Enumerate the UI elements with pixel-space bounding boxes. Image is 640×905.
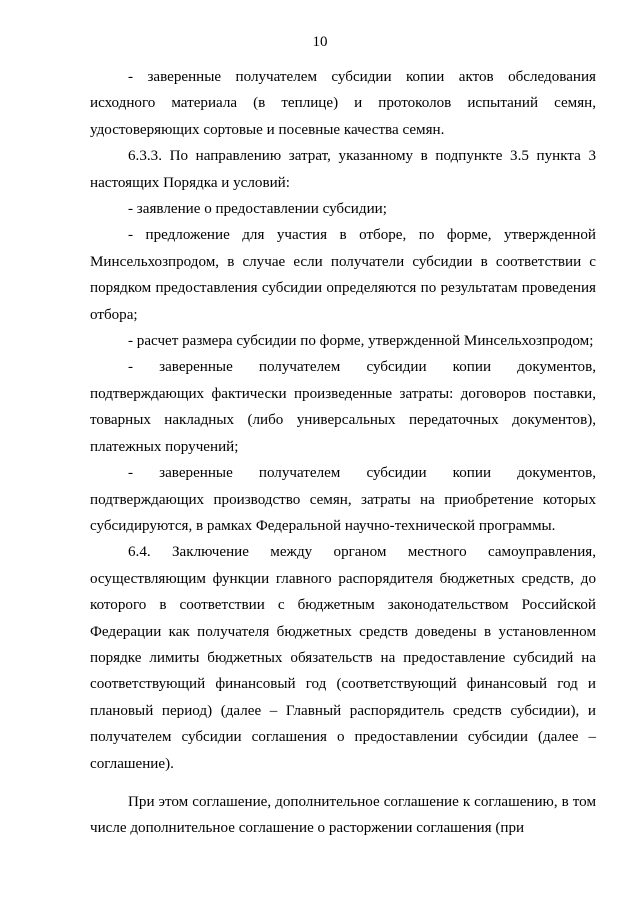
list-item-seed-production-documents: - заверенные получателем субсидии копии документов, подтверждающих производство семян, затраты на приобретение которых субсидируются, в рамках Федеральной научно-технической программы. — [90, 465, 596, 534]
paragraph-agreement-continuation: При этом соглашение, дополнительное соглашение к соглашению, в том числе дополнительное соглашение о расторжении соглашения (при — [90, 793, 596, 837]
list-item-selection-proposal: - предложение для участия в отборе, по форме, утвержденной Минсельхозпродом, в случае если получатели субсидии в соответствии с порядком предоставления субсидии определяются по результатам проведения отбора; — [90, 227, 596, 323]
paragraph-6-4: 6.4. Заключение между органом местного самоуправления, осуществляющим функции главного распорядителя бюджетных средств, до которого в соответствии с бюджетным законодательством Российской Федерации как получателя бюджетных средств доведены в установленном порядке лимиты бюджетных обязательств на предоставление субсидий на соответствующий финансовый год (соответствующий финансовый год и плановый период) (далее – Главный распорядитель средств субсидии), и получателем субсидии соглашения о предоставлении субсидии (далее – соглашение). — [90, 544, 596, 772]
list-item-expense-documents: - заверенные получателем субсидии копии документов, подтверждающих фактически произведенные затраты: договоров поставки, товарных накладных (либо универсальных передаточных документов), платежных поручений; — [90, 359, 596, 455]
page-number: 10 — [312, 34, 328, 50]
paragraph-seed-test-acts: - заверенные получателем субсидии копии актов обследования исходного материала (в теплице) и протоколов испытаний семян, удостоверяющих сортовые и посевные качества семян. — [90, 69, 596, 138]
document-body — [90, 64, 596, 842]
list-item-subsidy-application: - заявление о предоставлении субсидии; — [128, 201, 387, 218]
paragraph-6-3-3: 6.3.3. По направлению затрат, указанному в подпункте 3.5 пункта 3 настоящих Порядка и условий: — [90, 148, 596, 191]
list-item-subsidy-calculation: - расчет размера субсидии по форме, утвержденной Минсельхозпродом; — [128, 333, 594, 350]
